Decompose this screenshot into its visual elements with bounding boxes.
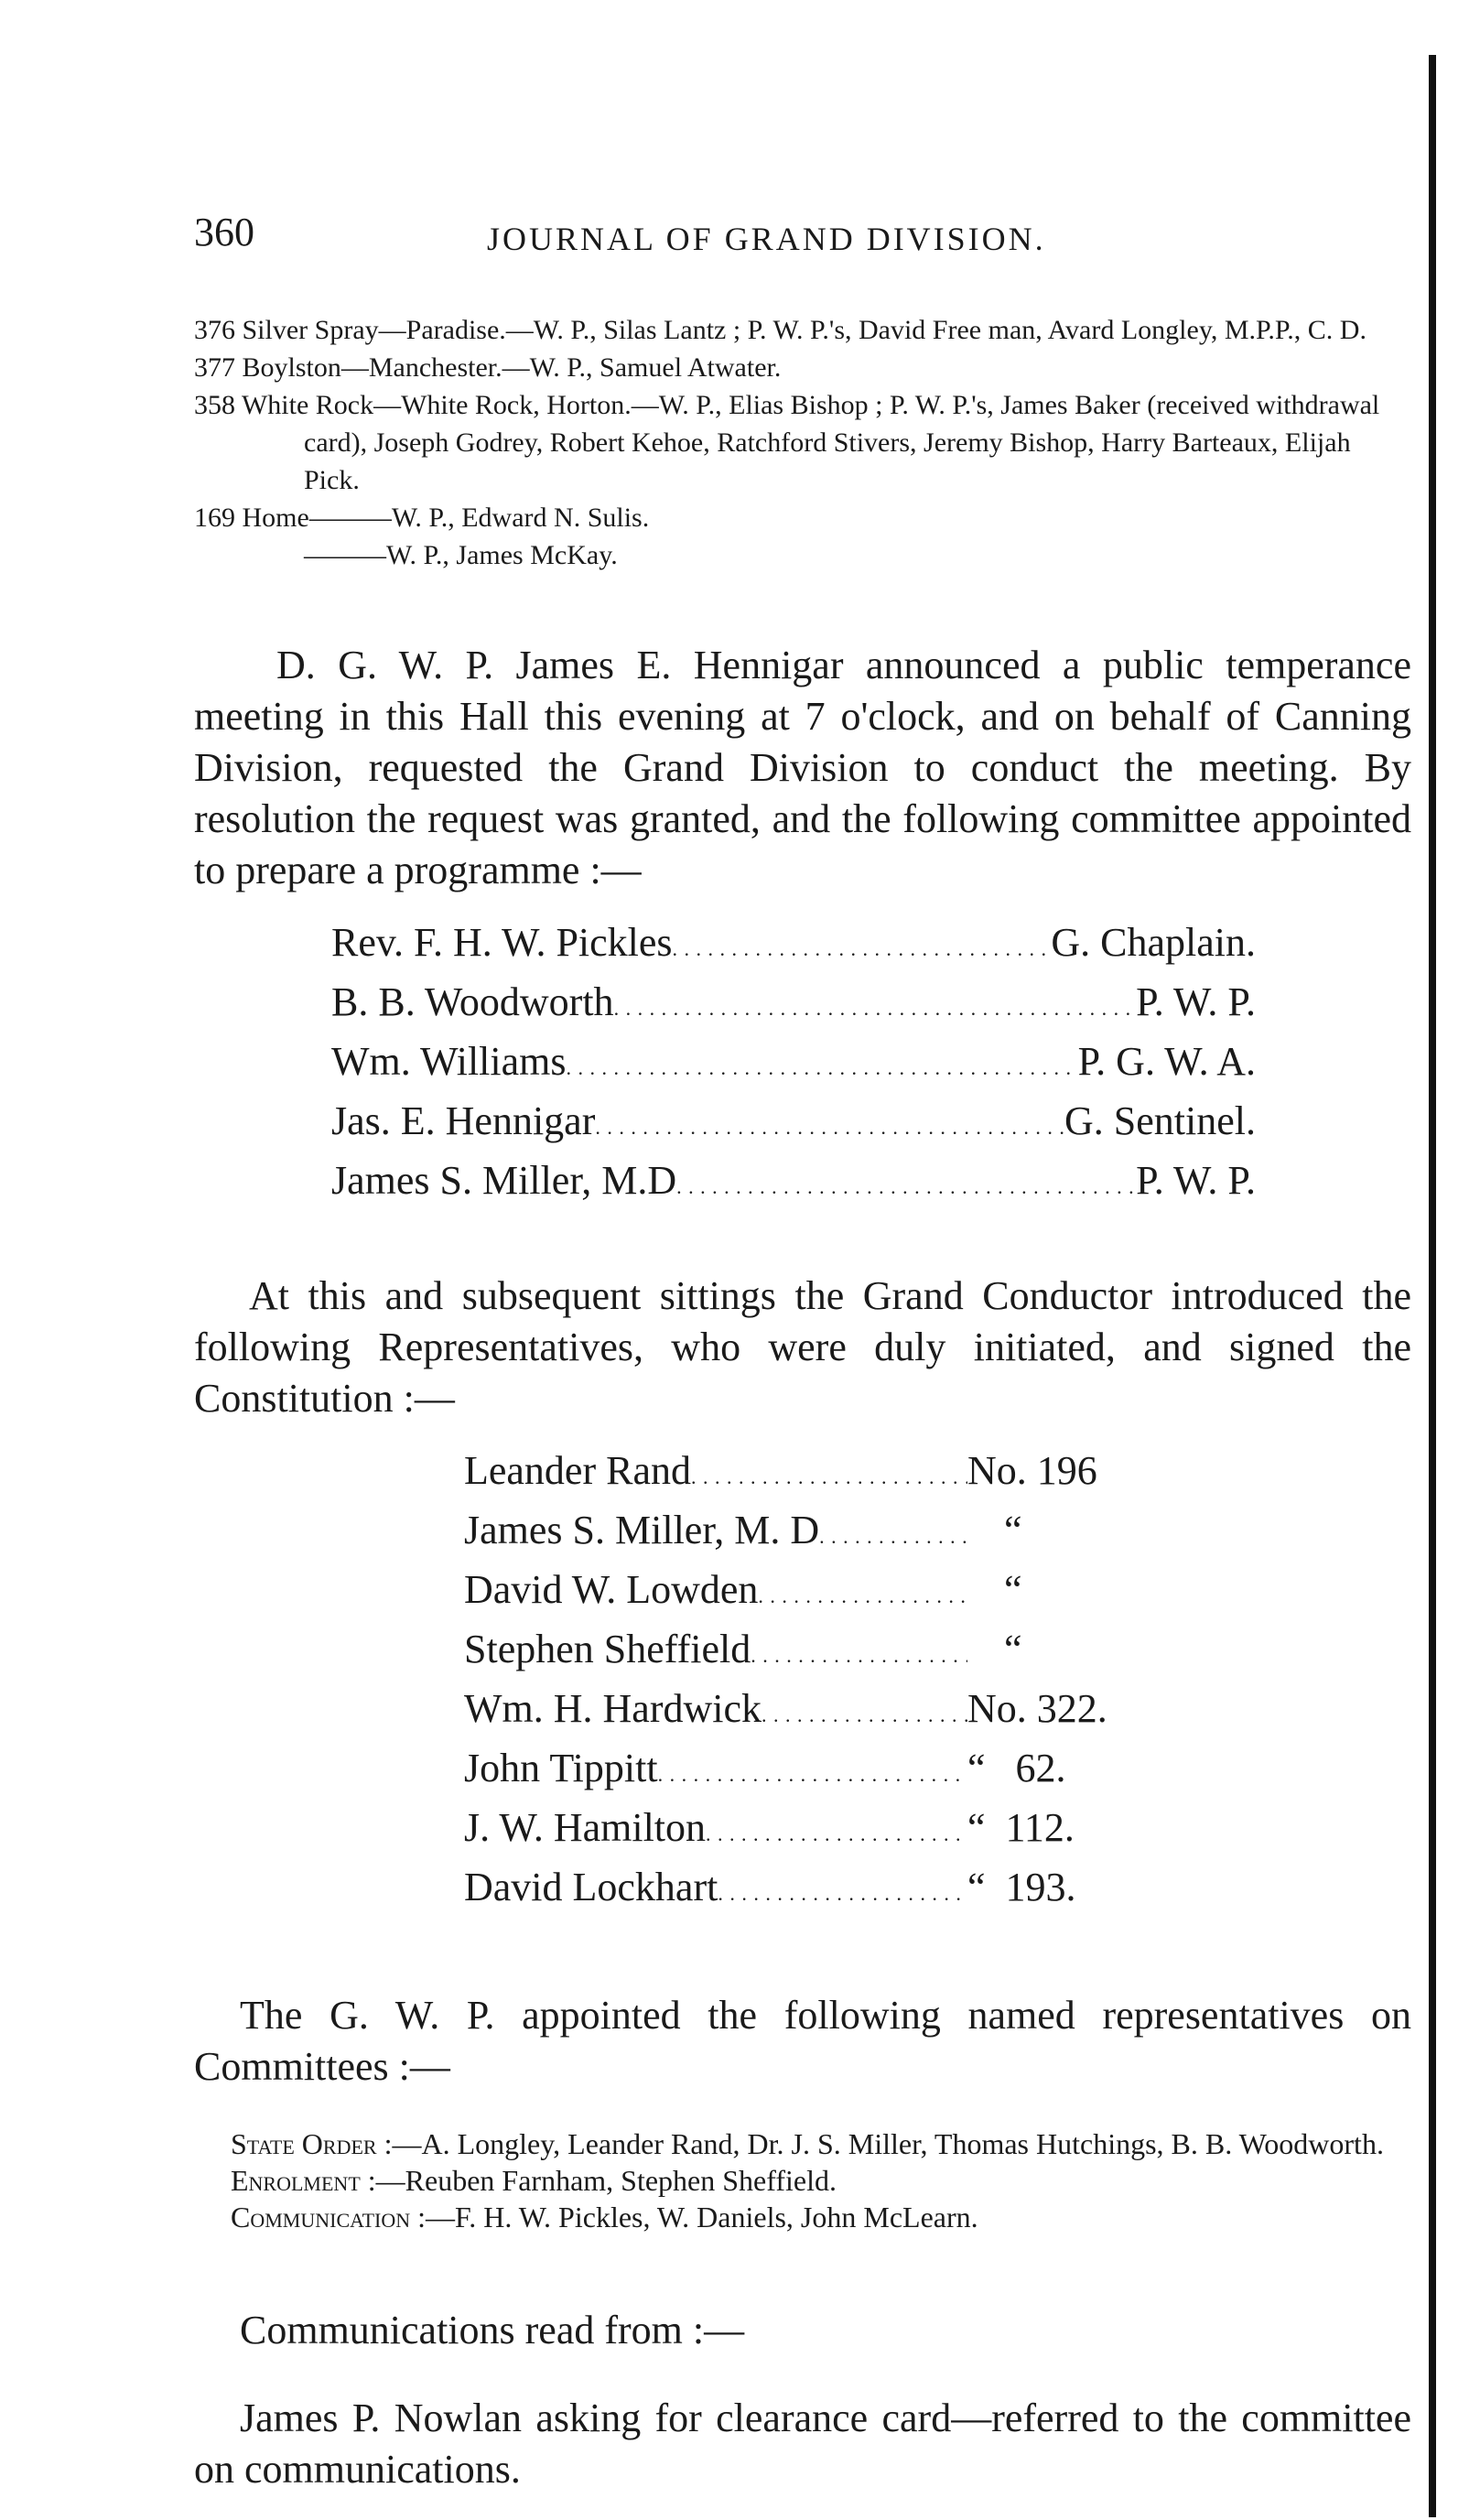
division-entry: 376 Silver Spray—Paradise.—W. P., Silas Lantz ; P. W. P.'s, David Free man, Avard Longley, M.P.P., C. D. <box>194 315 1367 345</box>
leader-dots <box>762 1682 967 1742</box>
representative-row <box>464 1801 1169 1861</box>
committee-members: :—F. H. W. Pickles, W. Daniels, John McLearn. <box>417 2201 978 2233</box>
representative-name: J. W. Hamilton <box>464 1805 707 1850</box>
representative-row <box>464 1623 1169 1682</box>
leader-dots <box>673 916 1052 976</box>
programme-committee-list <box>331 916 1256 1214</box>
division-entry: 169 Home———W. P., Edward N. Sulis. <box>194 503 650 533</box>
leader-dots <box>658 1742 967 1801</box>
leader-dots <box>676 1154 1136 1214</box>
page-edge-line <box>1429 55 1436 2517</box>
division-number: No. 322. <box>967 1686 1107 1731</box>
paragraph-committee-appointments: The G. W. P. appointed the following named representatives on Committees :— <box>194 1993 1411 2089</box>
committee-member-title: G. Chaplain. <box>1051 920 1256 965</box>
leader-dots <box>595 1095 1064 1154</box>
representative-row <box>464 1563 1169 1623</box>
division-number: “ <box>1004 1508 1022 1552</box>
leader-dots <box>758 1563 967 1623</box>
committee-row <box>331 976 1256 1035</box>
committee-row <box>331 916 1256 976</box>
division-number: “ 112. <box>967 1805 1075 1850</box>
representative-name: Leander Rand <box>464 1448 691 1493</box>
committee-member-title: P. G. W. A. <box>1077 1039 1256 1084</box>
representatives-list <box>464 1444 1169 1920</box>
leader-dots <box>691 1444 967 1504</box>
committee-name: State Order <box>231 2127 377 2160</box>
leader-dots <box>718 1861 967 1920</box>
representative-row <box>464 1742 1169 1801</box>
committee-member-name: Wm. Williams <box>331 1039 567 1084</box>
committee-member-title: G. Sentinel. <box>1064 1098 1256 1143</box>
representative-name: James S. Miller, M. D <box>464 1508 820 1552</box>
representative-row <box>464 1861 1169 1920</box>
committee-member-name: B. B. Woodworth <box>331 979 614 1024</box>
division-number: “ 62. <box>967 1746 1066 1790</box>
leader-dots <box>706 1801 967 1861</box>
division-number: “ 193. <box>967 1865 1076 1909</box>
committee-row <box>331 1154 1256 1214</box>
committee-entry <box>194 2199 1411 2235</box>
committee-member-name: Jas. E. Hennigar <box>331 1098 596 1143</box>
leader-dots <box>567 1035 1078 1095</box>
committee-members: :—Reuben Farnham, Stephen Sheffield. <box>367 2164 837 2197</box>
division-entry: ———W. P., James McKay. <box>304 540 618 570</box>
leader-dots <box>614 976 1137 1035</box>
representative-name: Wm. H. Hardwick <box>464 1686 762 1731</box>
paragraph-temperance-meeting: D. G. W. P. James E. Hennigar announced a public temperance meeting in this Hall this evening at 7 o'clock, and on behalf of Canning Division, requested the Grand Division to conduct the meeting. By resolution the request was granted, and the following committee appointed to prepare a programme :— <box>194 643 1411 892</box>
committee-members: :—A. Longley, Leander Rand, Dr. J. S. Miller, Thomas Hutchings, B. B. Woodworth. <box>384 2127 1384 2160</box>
committee-member-name: Rev. F. H. W. Pickles <box>331 920 673 965</box>
division-list <box>194 311 1411 574</box>
committee-member-name: James S. Miller, M.D <box>331 1158 677 1203</box>
committee-row <box>331 1095 1256 1154</box>
division-number: “ <box>1004 1567 1022 1612</box>
book-page <box>194 183 1411 2495</box>
page-number: 360 <box>194 210 254 254</box>
committee-entry <box>194 2125 1411 2162</box>
representative-name: John Tippitt <box>464 1746 658 1790</box>
page-header <box>194 183 1411 256</box>
representative-row <box>464 1504 1169 1563</box>
committee-member-title: P. W. P. <box>1136 1158 1256 1203</box>
representative-name: Stephen Sheffield <box>464 1627 751 1671</box>
representative-row <box>464 1444 1169 1504</box>
division-number: No. 196 <box>967 1448 1097 1493</box>
representative-row <box>464 1682 1169 1742</box>
committee-name: Enrolment <box>231 2164 361 2197</box>
representative-name: David Lockhart <box>464 1865 718 1909</box>
representative-name: David W. Lowden <box>464 1567 759 1612</box>
paragraph-communications: Communications read from :— <box>240 2308 745 2352</box>
committee-name: Communication <box>231 2201 411 2233</box>
committee-row <box>331 1035 1256 1095</box>
committee-appointments <box>194 2125 1411 2235</box>
paragraph-representatives: At this and subsequent sittings the Grand Conductor introduced the following Representatives, who were duly initiated, and signed the Constitution :— <box>194 1273 1411 1421</box>
paragraph-nowlan: James P. Nowlan asking for clearance card—referred to the committee on communications. <box>194 2396 1411 2492</box>
committee-entry <box>194 2162 1411 2199</box>
division-entry: 358 White Rock—White Rock, Horton.—W. P., Elias Bishop ; P. W. P.'s, James Baker (received withdrawal card), Joseph Godrey, Robert Kehoe, Ratchford Stivers, Jeremy Bishop, Harry Barteaux, Elijah Pick. <box>194 390 1380 495</box>
committee-member-title: P. W. P. <box>1136 979 1256 1024</box>
leader-dots <box>751 1623 967 1682</box>
division-number: “ <box>1004 1627 1022 1671</box>
division-entry: 377 Boylston—Manchester.—W. P., Samuel Atwater. <box>194 352 782 383</box>
leader-dots <box>819 1504 967 1563</box>
running-title: JOURNAL OF GRAND DIVISION. <box>487 221 1046 257</box>
